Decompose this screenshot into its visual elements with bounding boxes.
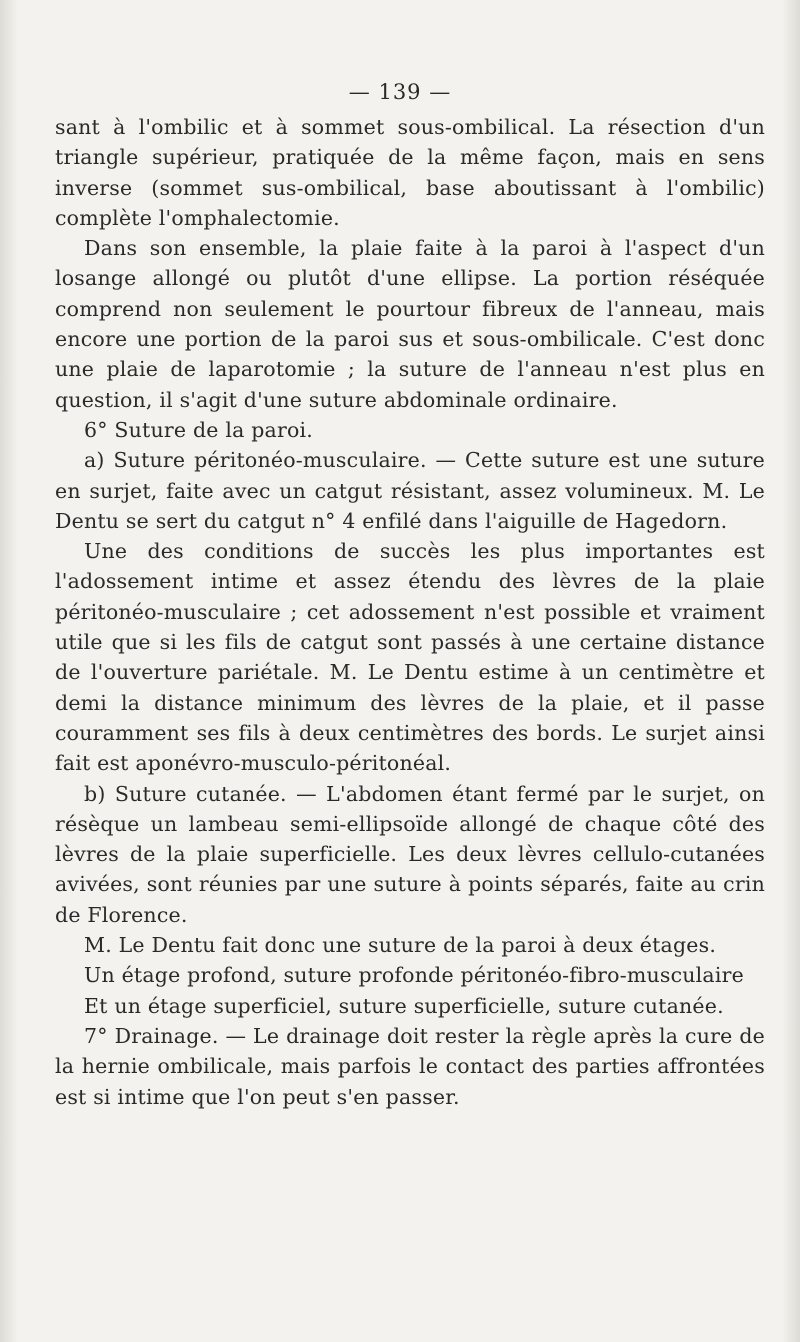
paragraph-cutaneous-suture: b) Suture cutanée. — L'abdomen étant fermé par le surjet, on résèque un lambeau semi-ellipsoïde allongé de chaque côté des lèvres de la plaie superficielle. Les deux lèvres cellulo-cutanées avivées, sont réunies par une suture à points séparés, faite au crin de Florence. (55, 781, 765, 927)
section-heading-suture: 6° Suture de la paroi. (84, 417, 313, 442)
paragraph-conditions: Une des conditions de succès les plus importantes est l'adossement intime et assez étendu des lèvres de la plaie péritonéo-musculaire ; cet adossement n'est possible et vraiment utile que si les fils de catgut sont passés à une certaine distance de l'ouverture pariétale. M. Le Dentu estime à un centimètre et demi la distance minimum des lèvres de la plaie, et il passe couramment ses fils à deux centimètres des bords. Le surjet ainsi fait est aponévro-musculo-péritonéal. (55, 539, 765, 776)
paragraph-two-layers: M. Le Dentu fait donc une suture de la paroi à deux étages. (84, 933, 717, 958)
scan-shadow-right (782, 0, 800, 1342)
paragraph-deep-layer: Un étage profond, suture profonde péritonéo-fibro-musculaire (84, 963, 744, 988)
paragraph-superficial-layer: Et un étage superficiel, suture superficielle, suture cutanée. (84, 993, 724, 1018)
paragraph-continuation: sant à l'ombilic et à sommet sous-ombilical. La résection d'un triangle supérieur, pratiquée de la même façon, mais en sens inverse (sommet sus-ombilical, base aboutissant à l'ombilic) complète l'omphalectomie. (55, 115, 765, 230)
paragraph-drainage: 7° Drainage. — Le drainage doit rester la règle après la cure de la hernie ombilicale, mais parfois le contact des parties affrontées est si intime que l'on peut s'en passer. (55, 1023, 765, 1109)
paragraph-wound-shape: Dans son ensemble, la plaie faite à la paroi à l'aspect d'un losange allongé ou plutôt d'une ellipse. La portion réséquée comprend non seulement le pourtour fibreux de l'anneau, mais encore une portion de la paroi sus et sous-ombilicale. C'est donc une plaie de laparotomie ; la suture de l'anneau n'est plus en question, il s'agit d'une suture abdominale ordinaire. (55, 236, 765, 412)
page-number: — 139 — (348, 80, 452, 104)
page-body (55, 112, 765, 1112)
scan-shadow-left (0, 0, 18, 1342)
paragraph-peritoneo-muscular: a) Suture péritonéo-musculaire. — Cette suture est une suture en surjet, faite avec un catgut résistant, assez volumineux. M. Le Dentu se sert du catgut n° 4 enfilé dans l'aiguille de Hagedorn. (55, 448, 765, 533)
